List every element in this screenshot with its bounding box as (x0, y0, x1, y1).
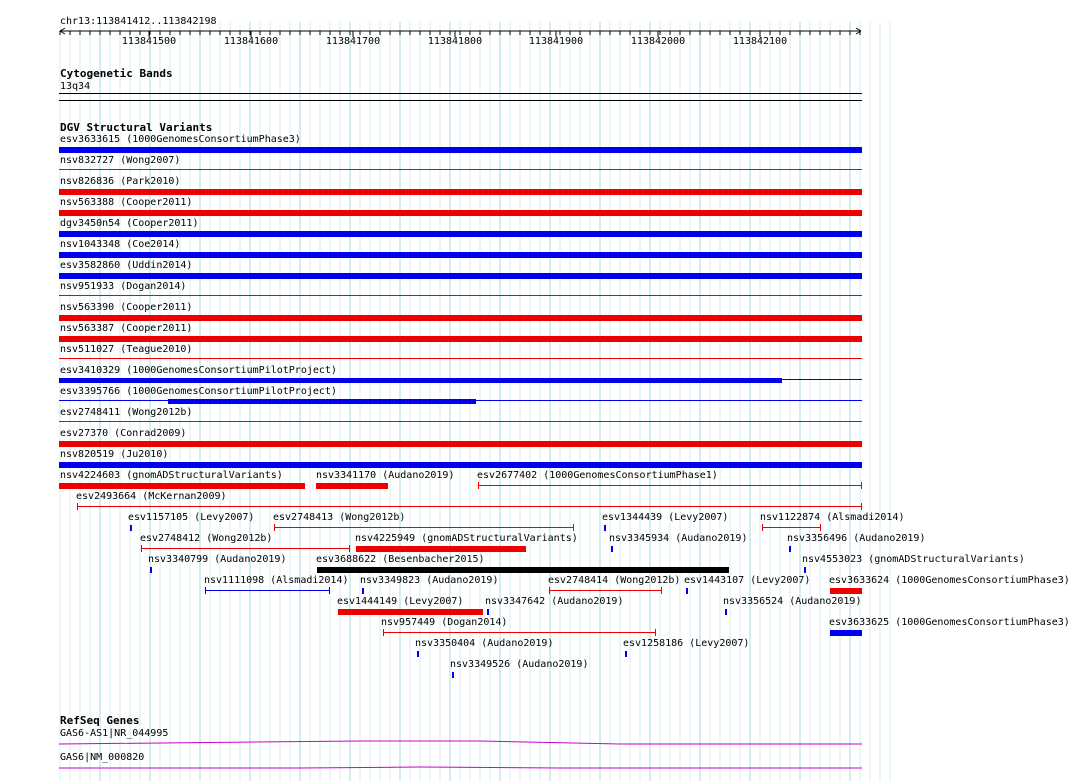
dgv-feature-label[interactable]: esv2493664 (McKernan2009) (76, 491, 227, 502)
dgv-feature-label[interactable]: nsv4553023 (gnomADStructuralVariants) (802, 554, 1025, 565)
dgv-row-bar[interactable] (59, 231, 862, 237)
dgv-feature-bar[interactable] (830, 630, 862, 636)
refseq-gene-line[interactable] (59, 741, 862, 744)
refseq-gene-line[interactable] (59, 767, 862, 768)
variant-span[interactable] (383, 632, 656, 633)
variant-span[interactable] (141, 548, 350, 549)
ruler-tick-label: 113841500 (121, 36, 177, 47)
dgv-row-bar[interactable] (59, 210, 862, 216)
dgv-row-thick-segment[interactable] (168, 399, 476, 404)
dgv-row-thick-segment[interactable] (59, 378, 782, 383)
dgv-row-line[interactable] (59, 358, 862, 359)
dgv-row-bar[interactable] (59, 315, 862, 321)
dgv-row-label[interactable]: nsv563387 (Cooper2011) (60, 323, 193, 334)
variant-end-tick[interactable] (661, 587, 662, 594)
dgv-row-label[interactable]: nsv832727 (Wong2007) (60, 155, 181, 166)
dgv-row-label[interactable]: nsv563390 (Cooper2011) (60, 302, 193, 313)
dgv-feature-tick[interactable] (487, 609, 489, 615)
variant-span[interactable] (549, 590, 662, 591)
variant-span[interactable] (205, 590, 330, 591)
dgv-row-bar[interactable] (59, 462, 862, 468)
dgv-row-label[interactable]: esv3395766 (1000GenomesConsortiumPilotProject) (60, 386, 337, 397)
dgv-row-bar[interactable] (59, 336, 862, 342)
cytoband-track-title[interactable]: Cytogenetic Bands (60, 67, 173, 80)
dgv-row-label[interactable]: dgv3450n54 (Cooper2011) (60, 218, 199, 229)
dgv-feature-label[interactable]: nsv4225949 (gnomADStructuralVariants) (355, 533, 578, 544)
dgv-feature-label[interactable]: nsv3349823 (Audano2019) (360, 575, 499, 586)
variant-end-tick[interactable] (141, 545, 142, 552)
variant-end-tick[interactable] (205, 587, 206, 594)
ruler-tick-label: 113841900 (528, 36, 584, 47)
dgv-track-title[interactable]: DGV Structural Variants (60, 121, 213, 134)
dgv-feature-label[interactable]: esv1443107 (Levy2007) (684, 575, 811, 586)
dgv-feature-tick[interactable] (725, 609, 727, 615)
dgv-feature-bar[interactable] (830, 588, 862, 594)
variant-end-tick[interactable] (383, 629, 384, 636)
variant-end-tick[interactable] (655, 629, 656, 636)
dgv-feature-label[interactable]: esv3633625 (1000GenomesConsortiumPhase3) (829, 617, 1070, 628)
dgv-row-bar[interactable] (59, 273, 862, 279)
dgv-feature-label[interactable]: esv2748414 (Wong2012b) (548, 575, 681, 586)
dgv-row-label[interactable]: esv3582860 (Uddin2014) (60, 260, 193, 271)
dgv-feature-label[interactable]: esv2748413 (Wong2012b) (273, 512, 406, 523)
dgv-feature-tick[interactable] (686, 588, 688, 594)
dgv-feature-tick[interactable] (804, 567, 806, 573)
dgv-row-label[interactable]: nsv563388 (Cooper2011) (60, 197, 193, 208)
dgv-feature-label[interactable]: nsv3341170 (Audano2019) (316, 470, 455, 481)
dgv-feature-label[interactable]: esv3688622 (Besenbacher2015) (316, 554, 485, 565)
dgv-row-label[interactable]: esv2748411 (Wong2012b) (60, 407, 193, 418)
variant-span[interactable] (77, 506, 862, 507)
dgv-feature-label[interactable]: nsv957449 (Dogan2014) (381, 617, 508, 628)
variant-end-tick[interactable] (573, 524, 574, 531)
refseq-gene-label[interactable]: GAS6-AS1|NR_044995 (60, 728, 169, 739)
variant-end-tick[interactable] (549, 587, 550, 594)
dgv-feature-tick[interactable] (789, 546, 791, 552)
dgv-row-bar[interactable] (59, 189, 862, 195)
refseq-gene-label[interactable]: GAS6|NM_000820 (60, 752, 145, 763)
dgv-feature-bar[interactable] (59, 483, 305, 489)
dgv-feature-tick[interactable] (150, 567, 152, 573)
dgv-feature-tick[interactable] (417, 651, 419, 657)
dgv-feature-label[interactable]: nsv4224603 (gnomADStructuralVariants) (60, 470, 283, 481)
dgv-feature-label[interactable]: nsv3349526 (Audano2019) (450, 659, 589, 670)
dgv-row-label[interactable]: nsv826836 (Park2010) (60, 176, 181, 187)
dgv-row-label[interactable]: nsv820519 (Ju2010) (60, 449, 169, 460)
variant-span[interactable] (478, 485, 862, 486)
dgv-row-line[interactable] (59, 169, 862, 170)
dgv-feature-tick[interactable] (362, 588, 364, 594)
dgv-feature-label[interactable]: esv2748412 (Wong2012b) (140, 533, 273, 544)
variant-end-tick[interactable] (77, 503, 78, 510)
dgv-feature-label[interactable]: esv1444149 (Levy2007) (337, 596, 464, 607)
dgv-feature-tick[interactable] (130, 525, 132, 531)
dgv-row-line[interactable] (59, 295, 862, 296)
dgv-feature-bar[interactable] (316, 483, 388, 489)
ruler-tick-label: 113842000 (630, 36, 686, 47)
dgv-feature-tick[interactable] (625, 651, 627, 657)
dgv-feature-label[interactable]: nsv3347642 (Audano2019) (485, 596, 624, 607)
dgv-feature-label[interactable]: esv3633624 (1000GenomesConsortiumPhase3) (829, 575, 1070, 586)
dgv-feature-tick[interactable] (452, 672, 454, 678)
dgv-feature-label[interactable]: esv1344439 (Levy2007) (602, 512, 729, 523)
dgv-row-bar[interactable] (59, 147, 862, 153)
dgv-row-bar[interactable] (59, 441, 862, 447)
variant-span[interactable] (762, 527, 821, 528)
variant-span[interactable] (274, 527, 574, 528)
variant-end-tick[interactable] (820, 524, 821, 531)
dgv-feature-label[interactable]: esv1258186 (Levy2007) (623, 638, 750, 649)
dgv-feature-label[interactable]: nsv3340799 (Audano2019) (148, 554, 287, 565)
dgv-row-bar[interactable] (59, 252, 862, 258)
variant-end-tick[interactable] (274, 524, 275, 531)
ruler-tick-label: 113841800 (427, 36, 483, 47)
ruler-tick-label: 113841700 (325, 36, 381, 47)
variant-end-tick[interactable] (762, 524, 763, 531)
dgv-feature-tick[interactable] (611, 546, 613, 552)
dgv-feature-label[interactable]: nsv3356524 (Audano2019) (723, 596, 862, 607)
dgv-row-label[interactable]: nsv1043348 (Coe2014) (60, 239, 181, 250)
refseq-track-title[interactable]: RefSeq Genes (60, 714, 140, 727)
variant-end-tick[interactable] (329, 587, 330, 594)
dgv-feature-label[interactable]: esv1157105 (Levy2007) (128, 512, 255, 523)
dgv-feature-label[interactable]: nsv1111098 (Alsmadi2014) (204, 575, 349, 586)
ruler-tick-label: 113841600 (223, 36, 279, 47)
dgv-row-label[interactable]: esv27370 (Conrad2009) (60, 428, 187, 439)
ruler-tick-label: 113842100 (732, 36, 788, 47)
dgv-feature-label[interactable]: nsv3345934 (Audano2019) (609, 533, 748, 544)
variant-end-tick[interactable] (478, 482, 479, 489)
variant-end-tick[interactable] (861, 482, 862, 489)
dgv-feature-tick[interactable] (604, 525, 606, 531)
dgv-feature-bar[interactable] (338, 609, 483, 615)
dgv-row-line[interactable] (59, 421, 862, 422)
dgv-row-label[interactable]: esv3410329 (1000GenomesConsortiumPilotProject) (60, 365, 337, 376)
variant-end-tick[interactable] (349, 545, 350, 552)
dgv-feature-bar[interactable] (317, 567, 729, 573)
cytoband-label: 13q34 (60, 81, 91, 92)
dgv-feature-label[interactable]: nsv3356496 (Audano2019) (787, 533, 926, 544)
dgv-feature-bar[interactable] (356, 546, 526, 552)
dgv-row-label[interactable]: nsv951933 (Dogan2014) (60, 281, 187, 292)
ruler-location: chr13:113841412..113842198 (60, 16, 217, 27)
dgv-feature-label[interactable]: nsv3350404 (Audano2019) (415, 638, 554, 649)
variant-end-tick[interactable] (861, 503, 862, 510)
dgv-feature-label[interactable]: esv2677402 (1000GenomesConsortiumPhase1) (477, 470, 718, 481)
dgv-row-label[interactable]: esv3633615 (1000GenomesConsortiumPhase3) (60, 134, 301, 145)
dgv-row-label[interactable]: nsv511027 (Teague2010) (60, 344, 193, 355)
dgv-feature-label[interactable]: nsv1122874 (Alsmadi2014) (760, 512, 905, 523)
